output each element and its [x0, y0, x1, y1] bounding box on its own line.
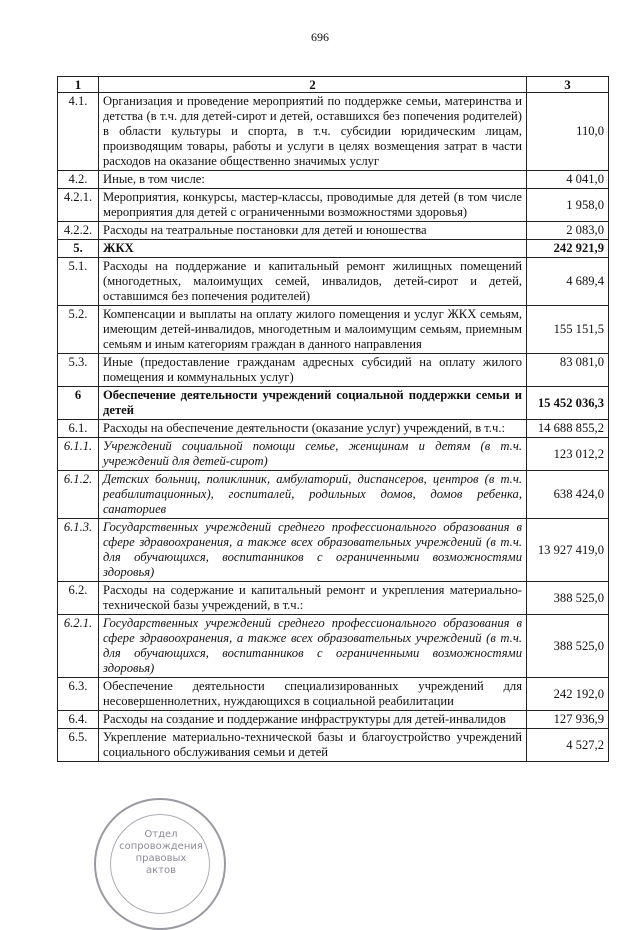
stamp-text-line: сопровождения: [119, 841, 203, 852]
row-number: 6.2.: [58, 582, 99, 615]
row-text: Расходы на создание и поддержание инфраструктуры для детей-инвалидов: [99, 711, 527, 729]
row-value: 1 958,0: [527, 189, 609, 222]
table-row: [58, 582, 609, 615]
stamp-text-line: актов: [145, 865, 176, 876]
header-col3: 3: [527, 77, 609, 93]
row-value: 15 452 036,3: [527, 387, 609, 420]
table-row: [58, 420, 609, 438]
table-row: [58, 171, 609, 189]
table-row: [58, 189, 609, 222]
stamp-inner-ring: [110, 814, 210, 914]
row-text: Расходы на содержание и капитальный ремонт и укрепления материально-технической базы учреждений, в т.ч.:: [99, 582, 527, 615]
row-value: 4 527,2: [527, 729, 609, 762]
table-row: [58, 222, 609, 240]
row-text: Детских больниц, поликлиник, амбулаторий, диспансеров, центров (в т.ч. реабилитационных), госпиталей, родильных домов, домов ребенка, санаториев: [99, 471, 527, 519]
row-number: 4.1.: [58, 93, 99, 171]
row-number: 6.2.1.: [58, 615, 99, 678]
row-text: Государственных учреждений среднего профессионального образования в сфере здравоохранения, а также всех образовательных учреждений (в т.ч. для обучающихся, воспитанников с ограниченными возможностями здоровья): [99, 519, 527, 582]
row-value: 110,0: [527, 93, 609, 171]
row-text: Расходы на поддержание и капитальный ремонт жилищных помещений (многодетных, малоимущих семей, инвалидов, детей-сирот и детей, оставшимся без попечения родителей): [99, 258, 527, 306]
table-row: [58, 354, 609, 387]
row-text: Мероприятия, конкурсы, мастер-классы, проводимые для детей (в том числе мероприятия для детей с ограниченными возможностями здоровья): [99, 189, 527, 222]
row-value: 242 921,9: [527, 240, 609, 258]
table-row: [58, 519, 609, 582]
row-text: ЖКХ: [99, 240, 527, 258]
row-text: Организация и проведение мероприятий по поддержке семьи, материнства и детства (в т.ч. для детей-сирот и детей, оставшихся без попечения родителей) в области культуры и спорта, в т.ч. субсидии юридическим лицам, производящим товары, работы и услуги в целях возмещения затрат в части расходов на оказание общественно значимых услуг: [99, 93, 527, 171]
row-value: 4 689,4: [527, 258, 609, 306]
row-number: 4.2.2.: [58, 222, 99, 240]
row-text: Иные, в том числе:: [99, 171, 527, 189]
table-row: [58, 387, 609, 420]
header-col2: 2: [99, 77, 527, 93]
row-number: 4.2.: [58, 171, 99, 189]
row-value: 155 151,5: [527, 306, 609, 354]
table-row: [58, 240, 609, 258]
row-number: 5.2.: [58, 306, 99, 354]
row-number: 6.3.: [58, 678, 99, 711]
row-number: 5.3.: [58, 354, 99, 387]
stamp-text-line: правовых: [135, 853, 187, 864]
budget-table: [57, 76, 609, 762]
row-number: 6.1.3.: [58, 519, 99, 582]
row-value: 4 041,0: [527, 171, 609, 189]
row-text: Расходы на театральные постановки для детей и юношества: [99, 222, 527, 240]
table-row: [58, 306, 609, 354]
row-number: 6.1.1.: [58, 438, 99, 471]
table-row: [58, 258, 609, 306]
page-number: 696: [311, 30, 329, 44]
row-number: 6.4.: [58, 711, 99, 729]
row-value: 14 688 855,2: [527, 420, 609, 438]
row-number: 6.5.: [58, 729, 99, 762]
row-value: 83 081,0: [527, 354, 609, 387]
row-value: 13 927 419,0: [527, 519, 609, 582]
header-col1: 1: [58, 77, 99, 93]
row-value: 123 012,2: [527, 438, 609, 471]
table-header-row: [58, 77, 609, 93]
row-number: 4.2.1.: [58, 189, 99, 222]
row-text: Иные (предоставление гражданам адресных субсидий на оплату жилого помещения и коммунальных услуг): [99, 354, 527, 387]
table-row: [58, 711, 609, 729]
table-row: [58, 729, 609, 762]
row-text: Расходы на обеспечение деятельности (оказание услуг) учреждений, в т.ч.:: [99, 420, 527, 438]
row-text: Обеспечение деятельности учреждений социальной поддержки семьи и детей: [99, 387, 527, 420]
table-row: [58, 93, 609, 171]
row-text: Укрепление материально-технической базы и благоустройство учреждений социального обслуживания семьи и детей: [99, 729, 527, 762]
row-value: 127 936,9: [527, 711, 609, 729]
row-number: 5.: [58, 240, 99, 258]
official-stamp: [94, 798, 226, 930]
row-number: 6.1.: [58, 420, 99, 438]
row-text: Компенсации и выплаты на оплату жилого помещения и услуг ЖКХ семьям, имеющим детей-инвалидов, многодетным и малоимущим семьям, приемным семьям и иным категориям граждан в данного направления: [99, 306, 527, 354]
table-row: [58, 438, 609, 471]
row-text: Обеспечение деятельности специализированных учреждений для несовершеннолетних, нуждающихся в социальной реабилитации: [99, 678, 527, 711]
row-value: 638 424,0: [527, 471, 609, 519]
row-value: 388 525,0: [527, 615, 609, 678]
table-row: [58, 615, 609, 678]
row-text: Государственных учреждений среднего профессионального образования в сфере здравоохранения, а также всех образовательных учреждений (в т.ч. для обучающихся, воспитанников с ограниченными возможностями здоровья): [99, 615, 527, 678]
row-number: 5.1.: [58, 258, 99, 306]
row-number: 6: [58, 387, 99, 420]
table-row: [58, 471, 609, 519]
stamp-text-line: Отдел: [144, 829, 178, 840]
row-value: 2 083,0: [527, 222, 609, 240]
row-value: 242 192,0: [527, 678, 609, 711]
table-row: [58, 678, 609, 711]
row-value: 388 525,0: [527, 582, 609, 615]
row-text: Учреждений социальной помощи семье, женщинам и детям (в т.ч. учреждений для детей-сирот): [99, 438, 527, 471]
row-number: 6.1.2.: [58, 471, 99, 519]
